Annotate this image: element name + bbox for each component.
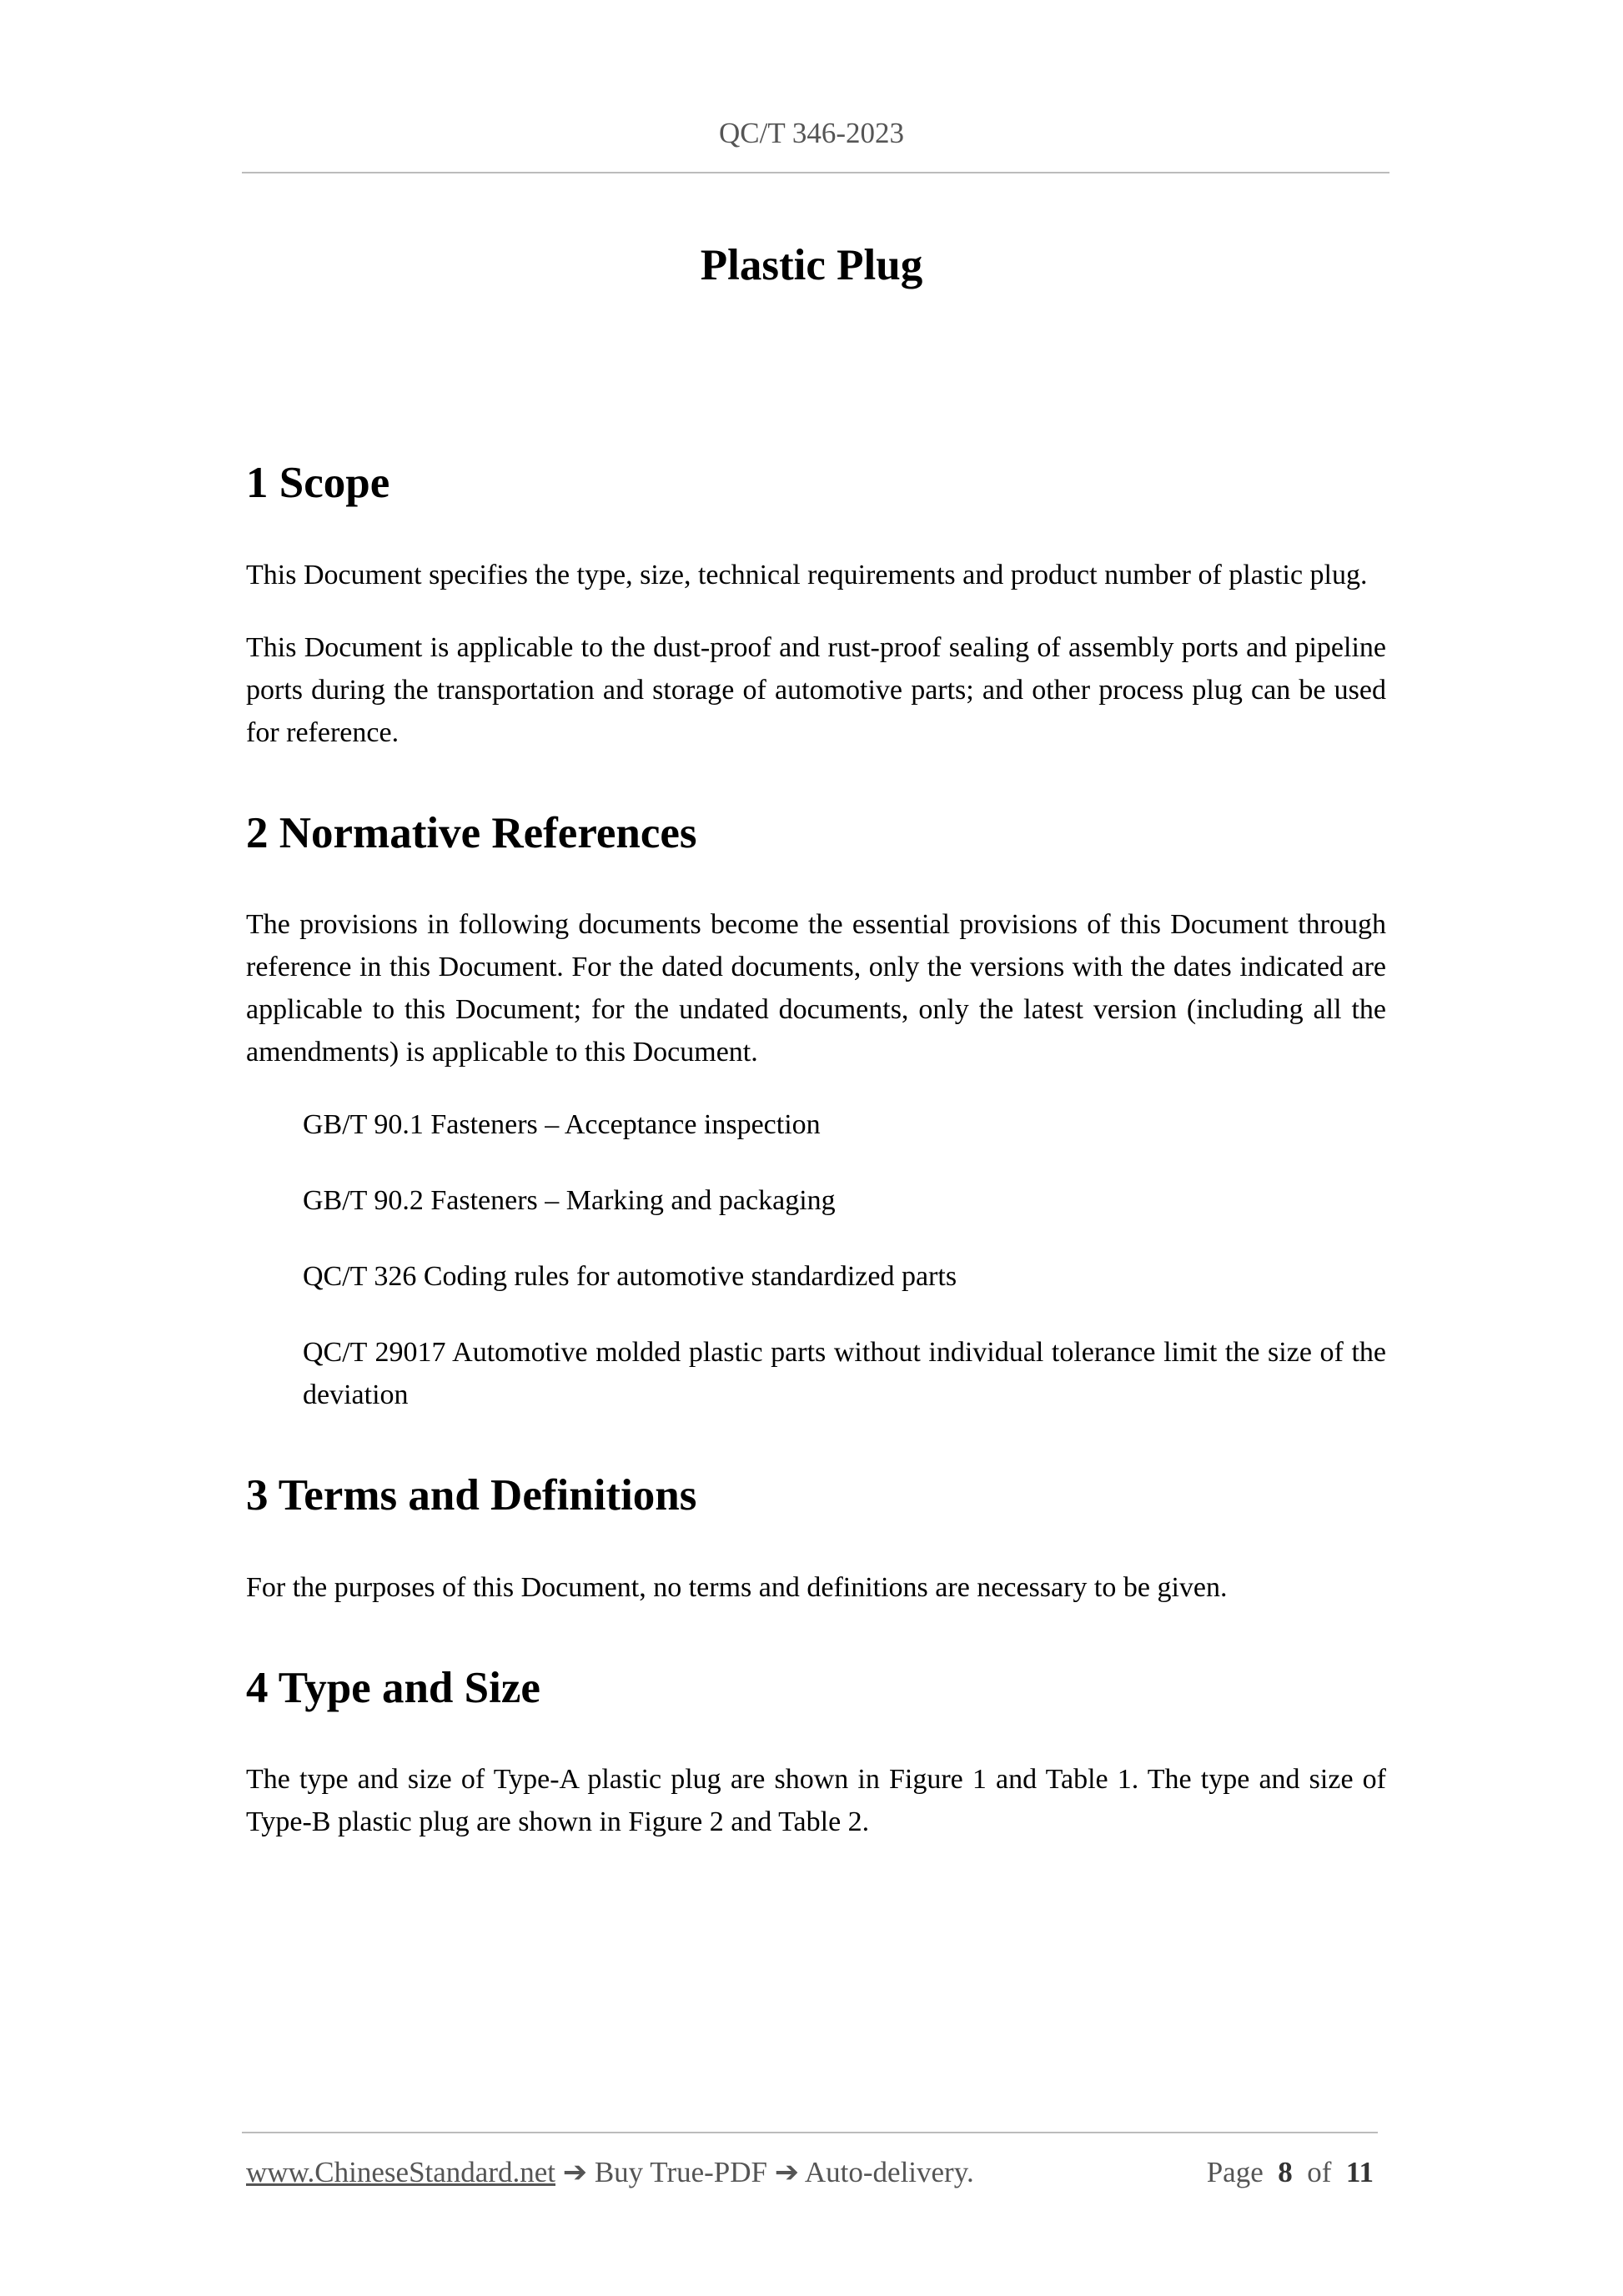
reference-item: GB/T 90.1 Fasteners – Acceptance inspection — [303, 1109, 821, 1141]
page-label: Page — [1206, 2156, 1264, 2188]
chinese-standard-link[interactable]: www.ChineseStandard.net — [246, 2156, 555, 2188]
section-heading-type-size: 4 Type and Size — [246, 1663, 540, 1712]
of-label: of — [1307, 2156, 1332, 2188]
reference-item: QC/T 326 Coding rules for automotive standardized parts — [303, 1261, 957, 1293]
page-indicator — [1207, 2156, 1374, 2189]
scope-paragraph: This Document specifies the type, size, technical requirements and product number of plastic plug. — [246, 559, 1368, 590]
document-code-header: QC/T 346-2023 — [719, 117, 904, 149]
section-heading-normative-references: 2 Normative References — [246, 808, 697, 857]
terms-paragraph: For the purposes of this Document, no terms and definitions are necessary to be given. — [246, 1571, 1228, 1603]
document-title: Plastic Plug — [700, 241, 923, 289]
footer-promo-text: ➔ Buy True-PDF ➔ Auto-delivery. — [555, 2156, 974, 2188]
section-heading-scope: 1 Scope — [246, 459, 390, 507]
reference-item: QC/T 29017 Automotive molded plastic parts without individual tolerance limit the size of the deviation — [303, 1337, 1386, 1411]
current-page-number: 8 — [1278, 2156, 1293, 2188]
document-body — [246, 457, 1386, 1873]
type-size-paragraph: The type and size of Type-A plastic plug are shown in Figure 1 and Table 1. The type and size of Type-B plastic plug are shown in Figure 2 and Table 2. — [246, 1764, 1386, 1838]
footer-promo — [246, 2156, 974, 2189]
scope-paragraph: This Document is applicable to the dust-proof and rust-proof sealing of assembly ports and pipeline ports during the transportation and storage of automotive parts; and other process plug can be used for reference. — [246, 631, 1386, 748]
total-page-count: 11 — [1345, 2156, 1374, 2188]
normative-intro-paragraph: The provisions in following documents become the essential provisions of this Document through reference in this Document. For the dated documents, only the versions with the dates indicated are applicable to this Document; for the undated documents, only the latest version (including all the amendments) is applicable to this Document. — [246, 909, 1386, 1068]
section-heading-terms-definitions: 3 Terms and Definitions — [246, 1471, 697, 1520]
reference-item: GB/T 90.2 Fasteners – Marking and packaging — [303, 1185, 836, 1217]
header-divider — [242, 172, 1389, 173]
footer-divider — [242, 2132, 1378, 2133]
